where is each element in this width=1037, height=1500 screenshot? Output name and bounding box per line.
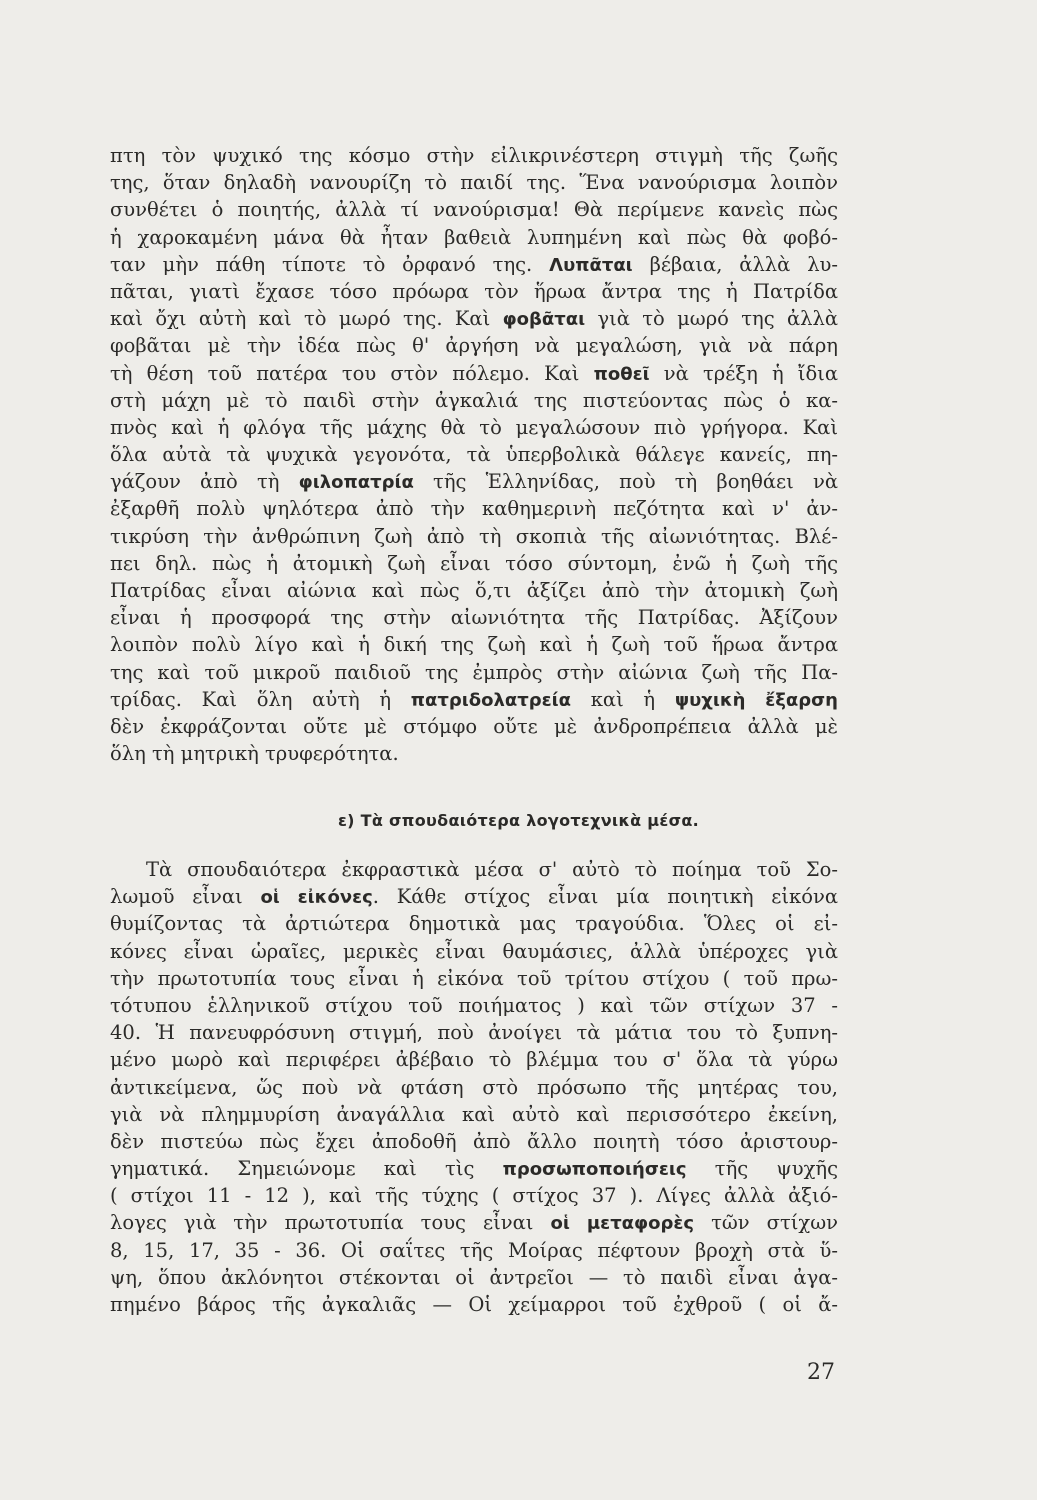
emphasized-term: οἱ μεταφορὲς bbox=[550, 1213, 695, 1235]
text-line bbox=[110, 883, 838, 910]
text-line bbox=[110, 495, 838, 522]
text-run: καὶ ὄχι αὐτὴ καὶ τὸ μωρό της. Καὶ bbox=[110, 307, 503, 331]
text-line bbox=[110, 631, 838, 658]
emphasized-term: ψυχικὴ ἔξαρση bbox=[674, 689, 838, 711]
text-line bbox=[110, 1019, 838, 1046]
text-line bbox=[110, 224, 838, 251]
text-line bbox=[110, 577, 838, 604]
text-run: δὲν πιστεύω πὼς ἔχει ἀποδοθῆ ἀπὸ ἄλλο ποιητὴ τόσο ἀριστουρ- bbox=[110, 1129, 838, 1153]
text-line bbox=[110, 414, 838, 441]
text-run: πημένο βάρος τῆς ἀγκαλιᾶς — Οἱ χείμαρροι τοῦ ἐχθροῦ ( οἱ ἄ- bbox=[110, 1293, 838, 1316]
text-run: θυμίζοντας τὰ ἀρτιώτερα δημοτικὰ μας τραγούδια. Ὅλες οἱ εἰ- bbox=[110, 912, 838, 936]
text-run: ἐξαρθῆ πολὺ ψηλότερα ἀπὸ τὴν καθημερινὴ πεζότητα καὶ ν' ἀν- bbox=[110, 497, 838, 521]
section-heading: ε) Τὰ σπουδαιότερα λογοτεχνικὰ μέσα. bbox=[337, 811, 700, 830]
text-line bbox=[110, 659, 838, 686]
text-line bbox=[110, 1101, 838, 1128]
text-line bbox=[110, 740, 838, 767]
text-run: νὰ τρέξη ἡ ἴδια bbox=[649, 361, 838, 385]
text-run: γιὰ νὰ πλημμυρίση ἀναγάλλια καὶ αὐτὸ καὶ περισσότερο ἐκείνη, bbox=[110, 1102, 838, 1126]
text-run: συνθέτει ὁ ποιητής, ἀλλὰ τί νανούρισμα! Θὰ περίμενε κανεὶς πὼς bbox=[110, 198, 838, 222]
text-line bbox=[110, 1264, 838, 1291]
text-run: τὴν πρωτοτυπία τους εἶναι ἡ εἰκόνα τοῦ τρίτου στίχου ( τοῦ πρω- bbox=[110, 966, 838, 990]
text-line bbox=[110, 965, 838, 992]
text-line bbox=[110, 251, 838, 278]
emphasized-term: φοβᾶται bbox=[502, 309, 586, 331]
text-line bbox=[110, 1209, 838, 1236]
text-run: λωμοῦ εἶναι bbox=[110, 885, 261, 909]
text-run: βέβαια, ἀλλὰ λυ- bbox=[632, 252, 838, 276]
text-run: ὅλα αὐτὰ τὰ ψυχικὰ γεγονότα, τὰ ὑπερβολικὰ θάλεγε κανείς, πη- bbox=[110, 443, 838, 467]
text-line bbox=[110, 1155, 838, 1182]
text-line bbox=[110, 1128, 838, 1155]
text-line bbox=[110, 441, 838, 468]
emphasized-term: οἱ εἰκόνες bbox=[260, 887, 373, 909]
text-line bbox=[110, 1074, 838, 1101]
emphasized-term: Λυπᾶται bbox=[549, 254, 633, 276]
emphasized-term: προσωποποιήσεις bbox=[502, 1159, 687, 1181]
text-run: 8, 15, 17, 35 - 36. Οἱ σαΐτες τῆς Μοίρας πέφτουν βροχὴ στὰ ὕ- bbox=[110, 1238, 838, 1262]
text-line bbox=[110, 523, 838, 550]
text-run: Τὰ σπουδαιότερα ἐκφραστικὰ μέσα σ' αὐτὸ τὸ ποίημα τοῦ Σο- bbox=[146, 858, 838, 881]
text-run: γηματικά. Σημειώνομε καὶ τὶς bbox=[110, 1157, 503, 1181]
text-run: λογες γιὰ τὴν πρωτοτυπία τους εἶναι bbox=[110, 1211, 551, 1235]
text-line bbox=[110, 1046, 838, 1073]
text-run: πτη τὸν ψυχικό της κόσμο στὴν εἰλικρινέστερη στιγμὴ τῆς ζωῆς bbox=[110, 144, 838, 167]
text-run: στὴ μάχη μὲ τὸ παιδὶ στὴν ἀγκαλιά της πιστεύοντας πὼς ὁ κα- bbox=[110, 388, 838, 412]
text-line bbox=[110, 1237, 838, 1264]
text-run: γιὰ τὸ μωρό της ἀλλὰ bbox=[585, 307, 838, 331]
text-run: ψη, ὅπου ἀκλόνητοι στέκονται οἱ ἀντρεῖοι — τὸ παιδὶ εἶναι ἀγα- bbox=[110, 1265, 838, 1289]
text-run: 40. Ἡ πανευφρόσυνη στιγμή, ποὺ ἀνοίγει τὰ μάτια του τὸ ξυπνη- bbox=[110, 1021, 838, 1045]
text-run: τικρύση τὴν ἀνθρώπινη ζωὴ ἀπὸ τὴ σκοπιὰ τῆς αἰωνιότητας. Βλέ- bbox=[110, 524, 838, 548]
text-line bbox=[110, 1182, 838, 1209]
page-number: 27 bbox=[807, 1360, 835, 1385]
text-line bbox=[110, 169, 838, 196]
text-run: εἶναι ἡ προσφορά της στὴν αἰωνιότητα τῆς Πατρίδας. Ἀξίζουν bbox=[110, 606, 838, 630]
text-run: πνὸς καὶ ἡ φλόγα τῆς μάχης θὰ τὸ μεγαλώσουν πιὸ γρήγορα. Καὶ bbox=[110, 415, 838, 439]
paragraph-main-text bbox=[110, 142, 838, 767]
text-line bbox=[110, 278, 838, 305]
emphasized-term: φιλοπατρία bbox=[298, 472, 414, 494]
text-line bbox=[110, 360, 838, 387]
text-run: τῆς Ἑλληνίδας, ποὺ τὴ βοηθάει νὰ bbox=[413, 470, 838, 494]
text-line bbox=[110, 387, 838, 414]
text-line bbox=[110, 686, 838, 713]
text-run: τὴ θέση τοῦ πατέρα του στὸν πόλεμο. Καὶ bbox=[110, 361, 594, 385]
text-line bbox=[110, 713, 838, 740]
text-line bbox=[110, 604, 838, 631]
emphasized-term: πατριδολατρεία bbox=[410, 689, 572, 711]
text-run: πει δηλ. πὼς ἡ ἀτομικὴ ζωὴ εἶναι τόσο σύντομη, ἐνῶ ἡ ζωὴ τῆς bbox=[110, 551, 838, 575]
text-line bbox=[110, 1291, 838, 1318]
text-line bbox=[110, 992, 838, 1019]
text-line bbox=[110, 332, 838, 359]
text-line bbox=[110, 910, 838, 937]
text-run: τῆς ψυχῆς bbox=[686, 1157, 838, 1181]
text-run: ( στίχοι 11 - 12 ), καὶ τῆς τύχης ( στίχος 37 ). Λίγες ἀλλὰ ἀξιό- bbox=[110, 1184, 838, 1208]
text-line bbox=[110, 468, 838, 495]
text-run: της, ὅταν δηλαδὴ νανουρίζη τὸ παιδί της. Ἕνα νανούρισμα λοιπὸν bbox=[110, 171, 838, 195]
text-run: Πατρίδας εἶναι αἰώνια καὶ πὼς ὅ,τι ἀξίζει ἀπὸ τὴν ἀτομικὴ ζωὴ bbox=[110, 579, 838, 602]
text-run: μένο μωρὸ καὶ περιφέρει ἀβέβαιο τὸ βλέμμα του σ' ὅλα τὰ γύρω bbox=[110, 1048, 838, 1072]
text-run: γάζουν ἀπὸ τὴ bbox=[110, 470, 299, 494]
text-run: δὲν ἐκφράζονται οὔτε μὲ στόμφο οὔτε μὲ ἀνδροπρέπεια ἀλλὰ μὲ bbox=[110, 714, 838, 738]
paragraph-literary-devices bbox=[110, 856, 838, 1318]
text-line bbox=[110, 305, 838, 332]
text-run: πᾶται, γιατὶ ἔχασε τόσο πρόωρα τὸν ἥρωα ἄντρα της ἡ Πατρίδα bbox=[110, 279, 838, 303]
text-run: τῶν στίχων bbox=[694, 1211, 838, 1235]
text-line bbox=[110, 142, 838, 169]
text-run: ταν μὴν πάθη τίποτε τὸ ὀρφανό της. bbox=[110, 252, 550, 276]
text-line bbox=[110, 550, 838, 577]
text-run: . Κάθε στίχος εἶναι μία ποιητικὴ εἰκόνα bbox=[372, 885, 838, 909]
emphasized-term: ποθεῖ bbox=[593, 363, 650, 385]
text-line bbox=[110, 938, 838, 965]
text-run: της καὶ τοῦ μικροῦ παιδιοῦ της ἐμπρὸς στὴν αἰώνια ζωὴ τῆς Πα- bbox=[110, 660, 838, 684]
text-run: ἀντικείμενα, ὥς ποὺ νὰ φτάση στὸ πρόσωπο τῆς μητέρας του, bbox=[110, 1075, 838, 1099]
text-run: λοιπὸν πολὺ λίγο καὶ ἡ δική της ζωὴ καὶ ἡ ζωὴ τοῦ ἥρωα ἄντρα bbox=[110, 633, 838, 657]
text-run: καὶ ἡ bbox=[571, 687, 675, 711]
text-run: φοβᾶται μὲ τὴν ἰδέα πὼς θ' ἀργήση νὰ μεγαλώση, γιὰ νὰ πάρη bbox=[110, 334, 838, 358]
text-run: τότυπου ἑλληνικοῦ στίχου τοῦ ποιήματος ) καὶ τῶν στίχων 37 - bbox=[110, 993, 838, 1017]
text-run: ἡ χαροκαμένη μάνα θὰ ἦταν βαθειὰ λυπημένη καὶ πὼς θὰ φοβό- bbox=[110, 225, 838, 249]
text-run: τρίδας. Καὶ ὅλη αὐτὴ ἡ bbox=[110, 687, 411, 711]
text-run: ὅλη τὴ μητρικὴ τρυφερότητα. bbox=[110, 742, 399, 766]
text-line bbox=[110, 196, 838, 223]
text-run: κόνες εἶναι ὡραῖες, μερικὲς εἶναι θαυμάσιες, ἀλλὰ ὑπέροχες γιὰ bbox=[110, 939, 838, 963]
text-line bbox=[110, 856, 838, 883]
